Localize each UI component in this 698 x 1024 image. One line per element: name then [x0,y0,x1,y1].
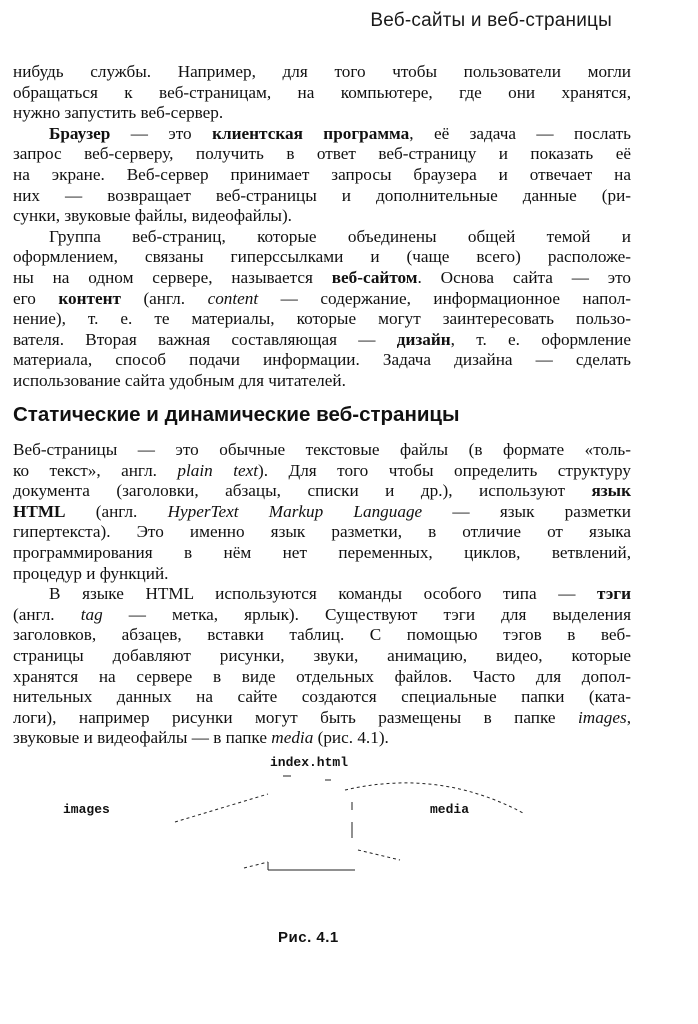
text-run: . Основа сайта — это [417,267,632,287]
text-run: документа (заголовки, абзацы, списки и др.), используют [13,481,592,501]
text-line: Группа веб-страниц, которые объединены общей темой и [49,226,631,246]
link-lower-left [244,862,268,868]
text-run: (англ. [13,604,81,624]
term-browser: Браузер [49,123,111,143]
text-line: гипертекста). Это именно язык разметки, в отличие от языка [13,522,631,542]
paragraph-tags [13,584,631,749]
text-line: нибудь службы. Например, для того чтобы пользователи могли [13,62,631,81]
text-block-static-pages [13,440,631,749]
paragraph-website [13,227,631,392]
text-line [13,502,631,523]
node-media: media [430,802,470,817]
text-line [13,708,631,729]
text-line: использование сайта удобным для читателей. [13,370,346,390]
text-line: Веб-страницы — это обычные текстовые файлы (в формате «толь- [13,440,631,459]
text-line [0,124,631,145]
section-title: Статические и динамические веб-страницы [13,403,460,426]
paragraph-continuation [13,62,631,124]
term-language: язык [591,481,631,501]
text-line: хранятся на сервере в виде отдельных файлов. Часто для допол- [13,666,631,686]
text-run: — язык разметки [422,501,631,521]
term-images-folder: images [578,707,627,727]
text-run: (англ. [65,501,168,521]
figure-lines [0,750,698,960]
text-run: , т. е. оформление [450,329,631,349]
text-run: ны на одном сервере, называется [13,267,332,287]
text-line: них — возвращает веб-страницы и дополнительные данные (ри- [13,185,631,205]
text-line [13,289,631,310]
text-run: — метка, ярлык). Существуют тэги для выделения [102,604,631,624]
text-run: логи), например рисунки могут быть размещены в папке [13,707,578,727]
text-line: нение), т. е. те материалы, которые могут заинтересовать пользо- [13,309,631,329]
term-media-folder: media [271,728,314,748]
text-run: — это [110,123,213,143]
figure-caption: Рис. 4.1 [278,929,339,946]
text-run: В языке HTML используются команды особого типа — [49,584,597,604]
paragraph-web-pages [13,440,631,584]
term-hypertext-markup: HyperText Markup Language [167,501,423,521]
text-run: вателя. Вторая важная составляющая — [13,329,397,349]
text-line: нительных данных на сайте создаются специальные папки (ката- [13,687,631,707]
term-plain-text: plain text [177,460,259,480]
text-run: , её задача — послать [409,123,632,143]
text-line: запрос веб-серверу, получить в ответ веб-страницу и показать её [13,144,631,164]
figure-site-structure [0,750,698,960]
text-run: , [626,707,631,727]
text-line [13,728,631,749]
text-run: (англ. [120,288,208,308]
text-line: обращаться к веб-страницам, на компьютере, где они хранятся, [13,82,631,102]
text-line: материала, способ подачи информации. Задача дизайна — сделать [13,350,631,370]
text-run: — содержание, информационное напол- [258,288,632,308]
text-line: оформлением, связаны гиперссылками и (чаще всего) расположе- [13,247,631,267]
text-line [13,268,631,289]
text-line: страницы добавляют рисунки, звуки, анимацию, видео, которые [13,645,631,665]
paragraph-browser [13,124,631,227]
text-run: ). Для того чтобы определить структуру [258,460,632,480]
term-tag-english: tag [80,604,103,624]
text-line [13,461,631,482]
term-website: веб-сайтом [331,267,418,287]
term-design: дизайн [396,329,451,349]
term-html: HTML [13,501,66,521]
link-images [175,794,268,822]
text-run: его [13,288,59,308]
term-tags: тэги [596,584,631,604]
running-head: Веб-сайты и веб-страницы [370,10,612,31]
text-block-intro [13,62,631,392]
text-line [13,584,631,605]
text-run: (рис. 4.1). [313,728,389,748]
node-images: images [63,802,110,817]
text-line: процедур и функций. [13,563,169,583]
term-content: контент [58,288,121,308]
text-line: на экране. Веб-сервер принимает запросы браузера и отвечает на [13,164,631,184]
term-client-program: клиентская программа [212,123,410,143]
link-lower-right [358,850,400,860]
text-line: программирования в нём нет переменных, циклов, ветвлений, [13,542,631,562]
text-line [13,330,631,351]
text-run: ко текст», англ. [13,460,178,480]
text-run: звуковые и видеофайлы — в папке [13,728,272,748]
text-line: нужно запустить веб-сервер. [13,103,224,123]
term-content-english: content [207,288,259,308]
text-line [13,481,631,502]
text-line [13,605,631,626]
text-line: заголовков, абзацев, вставки таблиц. С помощью тэгов в веб- [13,625,631,645]
node-index-html: index.html [270,755,349,770]
text-line: сунки, звуковые файлы, видеофайлы). [13,206,292,226]
